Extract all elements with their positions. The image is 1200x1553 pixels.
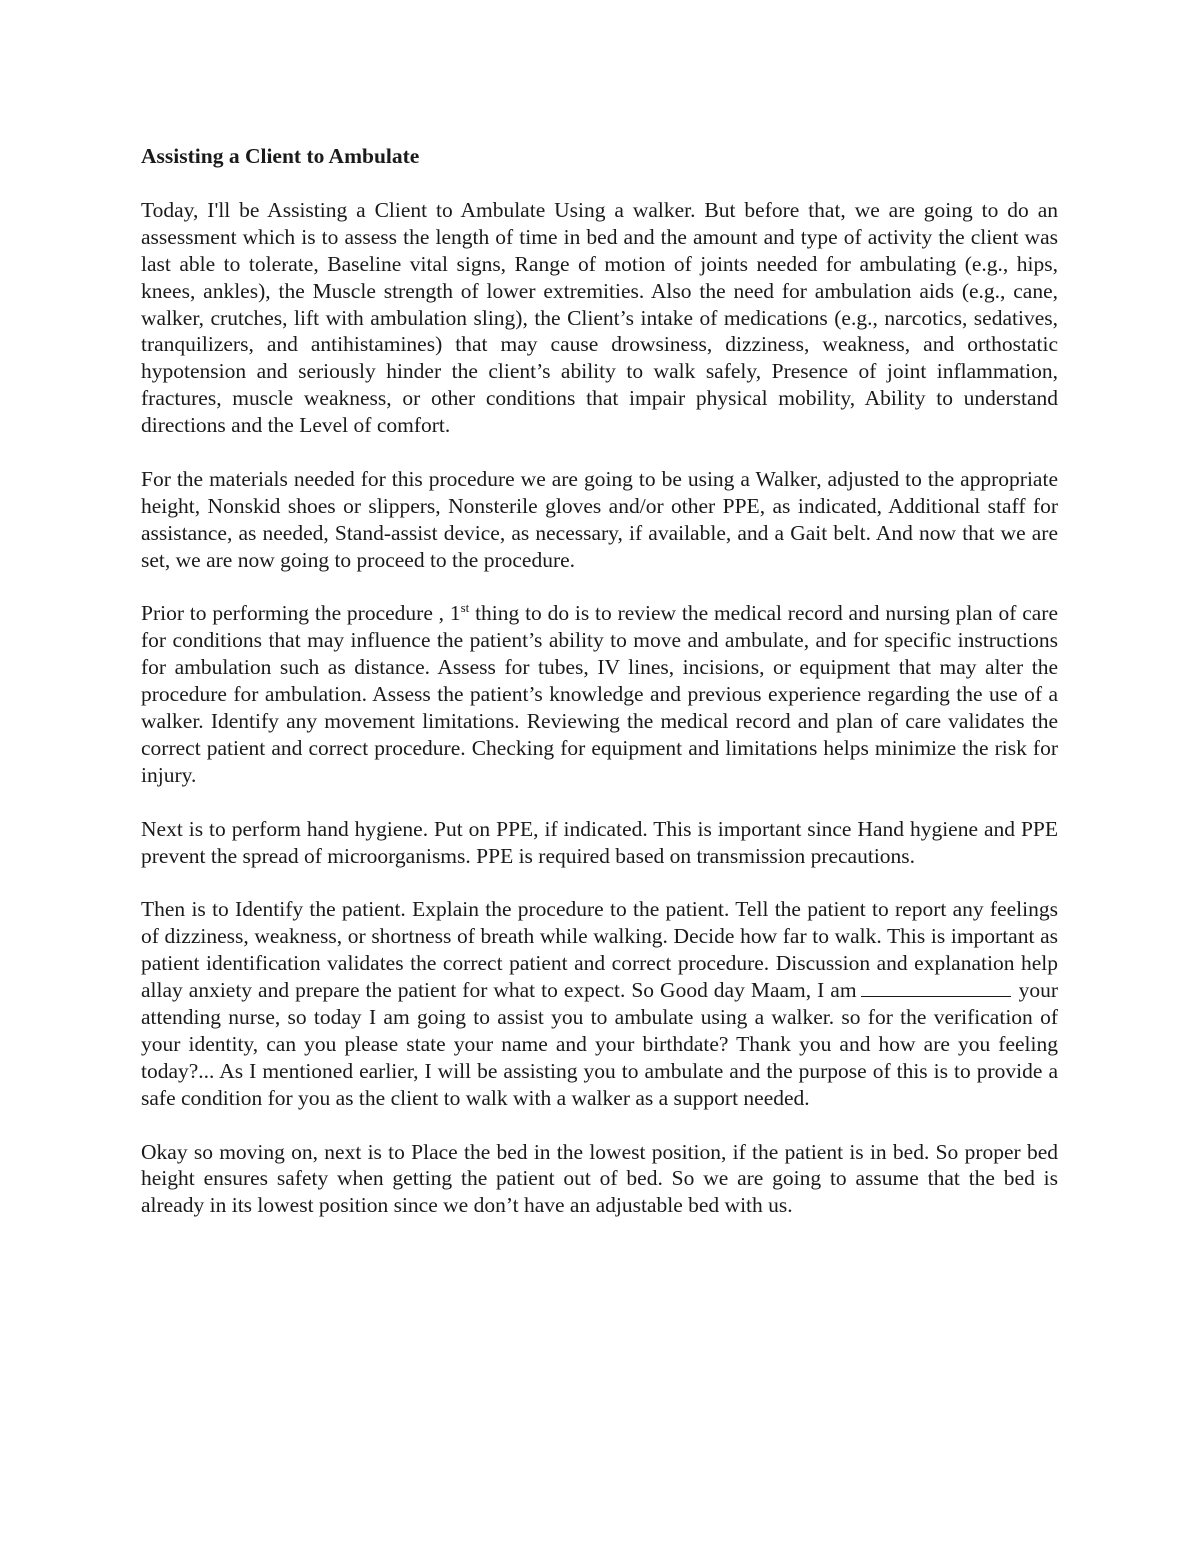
paragraph-prior-procedure-rest: thing to do is to review the medical record and nursing plan of care for conditions that may influence the patient’s ability to move and ambulate, and for specific instructions for ambulation such as distance. Assess for tubes, IV lines, incisions, or equipment that may alter the procedure for ambulation. Assess the patient’s knowledge and previous experience regarding the use of a walker. Identify any movement limitations. Reviewing the medical record and plan of care validates the correct patient and correct procedure. Checking for equipment and limitations helps minimize the risk for injury.: [141, 601, 1058, 787]
ordinal-superscript: st: [460, 600, 470, 616]
paragraph-bed-position: Okay so moving on, next is to Place the bed in the lowest position, if the patient is in bed. So proper bed height ensures safety when getting the patient out of bed. So we are going to assume that the bed is already in its lowest position since we don’t have an adjustable bed with us.: [141, 1139, 1058, 1218]
paragraph-identify-patient: [141, 896, 1058, 1111]
paragraph-assessment: Today, I'll be Assisting a Client to Ambulate Using a walker. But before that, we are going to do an assessment which is to assess the length of time in bed and the amount and type of activity the client was last able to tolerate, Baseline vital signs, Range of motion of joints needed for ambulating (e.g., hips, knees, ankles), the Muscle strength of lower extremities. Also the need for ambulation aids (e.g., cane, walker, crutches, lift with ambulation sling), the Client’s intake of medications (e.g., narcotics, sedatives, tranquilizers, and antihistamines) that may cause drowsiness, dizziness, weakness, and orthostatic hypotension and seriously hinder the client’s ability to walk safely, Presence of joint inflammation, fractures, muscle weakness, or other conditions that impair physical mobility, Ability to understand directions and the Level of comfort.: [141, 197, 1058, 438]
paragraph-prior-procedure-start: Prior to performing the procedure , 1: [141, 601, 461, 626]
paragraph-hand-hygiene: Next is to perform hand hygiene. Put on PPE, if indicated. This is important since Hand hygiene and PPE prevent the spread of microorganisms. PPE is required based on transmission precautions.: [141, 816, 1058, 868]
paragraph-identify-patient-start: Then is to Identify the patient. Explain the procedure to the patient. Tell the patient to report any feelings of dizziness, weakness, or shortness of breath while walking. Decide how far to walk. This is important as patient identification validates the correct patient and correct procedure. Discussion and explanation help allay anxiety and prepare the patient for what to expect. So Good day Maam, I am: [141, 897, 1058, 1003]
document-title: Assisting a Client to Ambulate: [141, 144, 420, 168]
document-body: [141, 143, 1058, 1246]
paragraph-identify-patient-rest: your attending nurse, so today I am going to assist you to ambulate using a walker. so for the verification of your identity, can you please state your name and your birthdate? Thank you and how are you feeling today?... As I mentioned earlier, I will be assisting you to ambulate and the purpose of this is to provide a safe condition for you as the client to walk with a walker as a support needed.: [141, 978, 1058, 1110]
paragraph-prior-procedure: [141, 600, 1058, 788]
name-blank-line: [861, 978, 1011, 997]
paragraph-materials: For the materials needed for this procedure we are going to be using a Walker, adjusted to the appropriate height, Nonskid shoes or slippers, Nonsterile gloves and/or other PPE, as indicated, Additional staff for assistance, as needed, Stand-assist device, as necessary, if available, and a Gait belt. And now that we are set, we are now going to proceed to the procedure.: [141, 466, 1058, 572]
